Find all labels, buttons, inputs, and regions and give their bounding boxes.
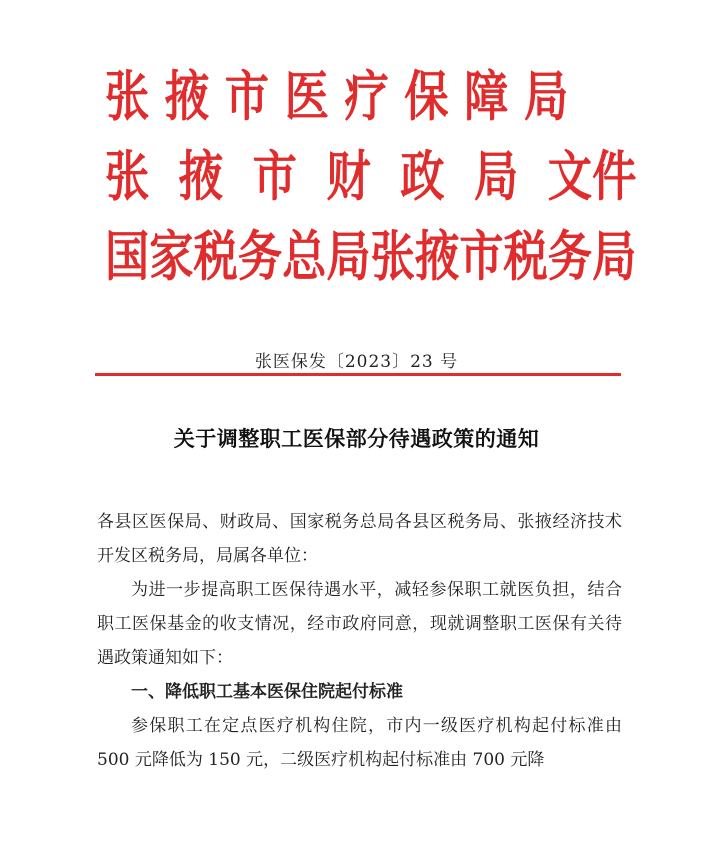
issuer-line-1: 张掖市医疗保障局 [105,65,584,128]
document-body [97,505,622,777]
document-number: 张医保发〔2023〕23 号 [254,352,459,372]
document-title: 关于调整职工医保部分待遇政策的通知 [173,426,540,451]
issuer-line-2 [105,146,636,208]
intro-paragraph: 为进一步提高职工医保待遇水平，减轻参保职工就医负担，结合职工医保基金的收支情况，经市政府同意，现就调整职工医保有关待遇政策通知如下： [97,580,622,668]
document-suffix: 文件 [547,145,637,208]
issuer-line-3: 国家税务总局张掖市税务局 [105,225,637,288]
issuer-line-2-org: 张掖市财政局 [105,145,548,208]
section-1-paragraph: 参保职工在定点医疗机构住院，市内一级医疗机构起付标准由 500 元降低为 150 元，二级医疗机构起付标准由 700 元降 [97,716,622,770]
addressee-paragraph: 各县区医保局、财政局、国家税务总局各县区税务局、张掖经济技术开发区税务局，局属各单位： [97,512,622,566]
red-divider [95,373,621,376]
section-1-heading: 一、降低职工基本医保住院起付标准 [131,682,403,702]
